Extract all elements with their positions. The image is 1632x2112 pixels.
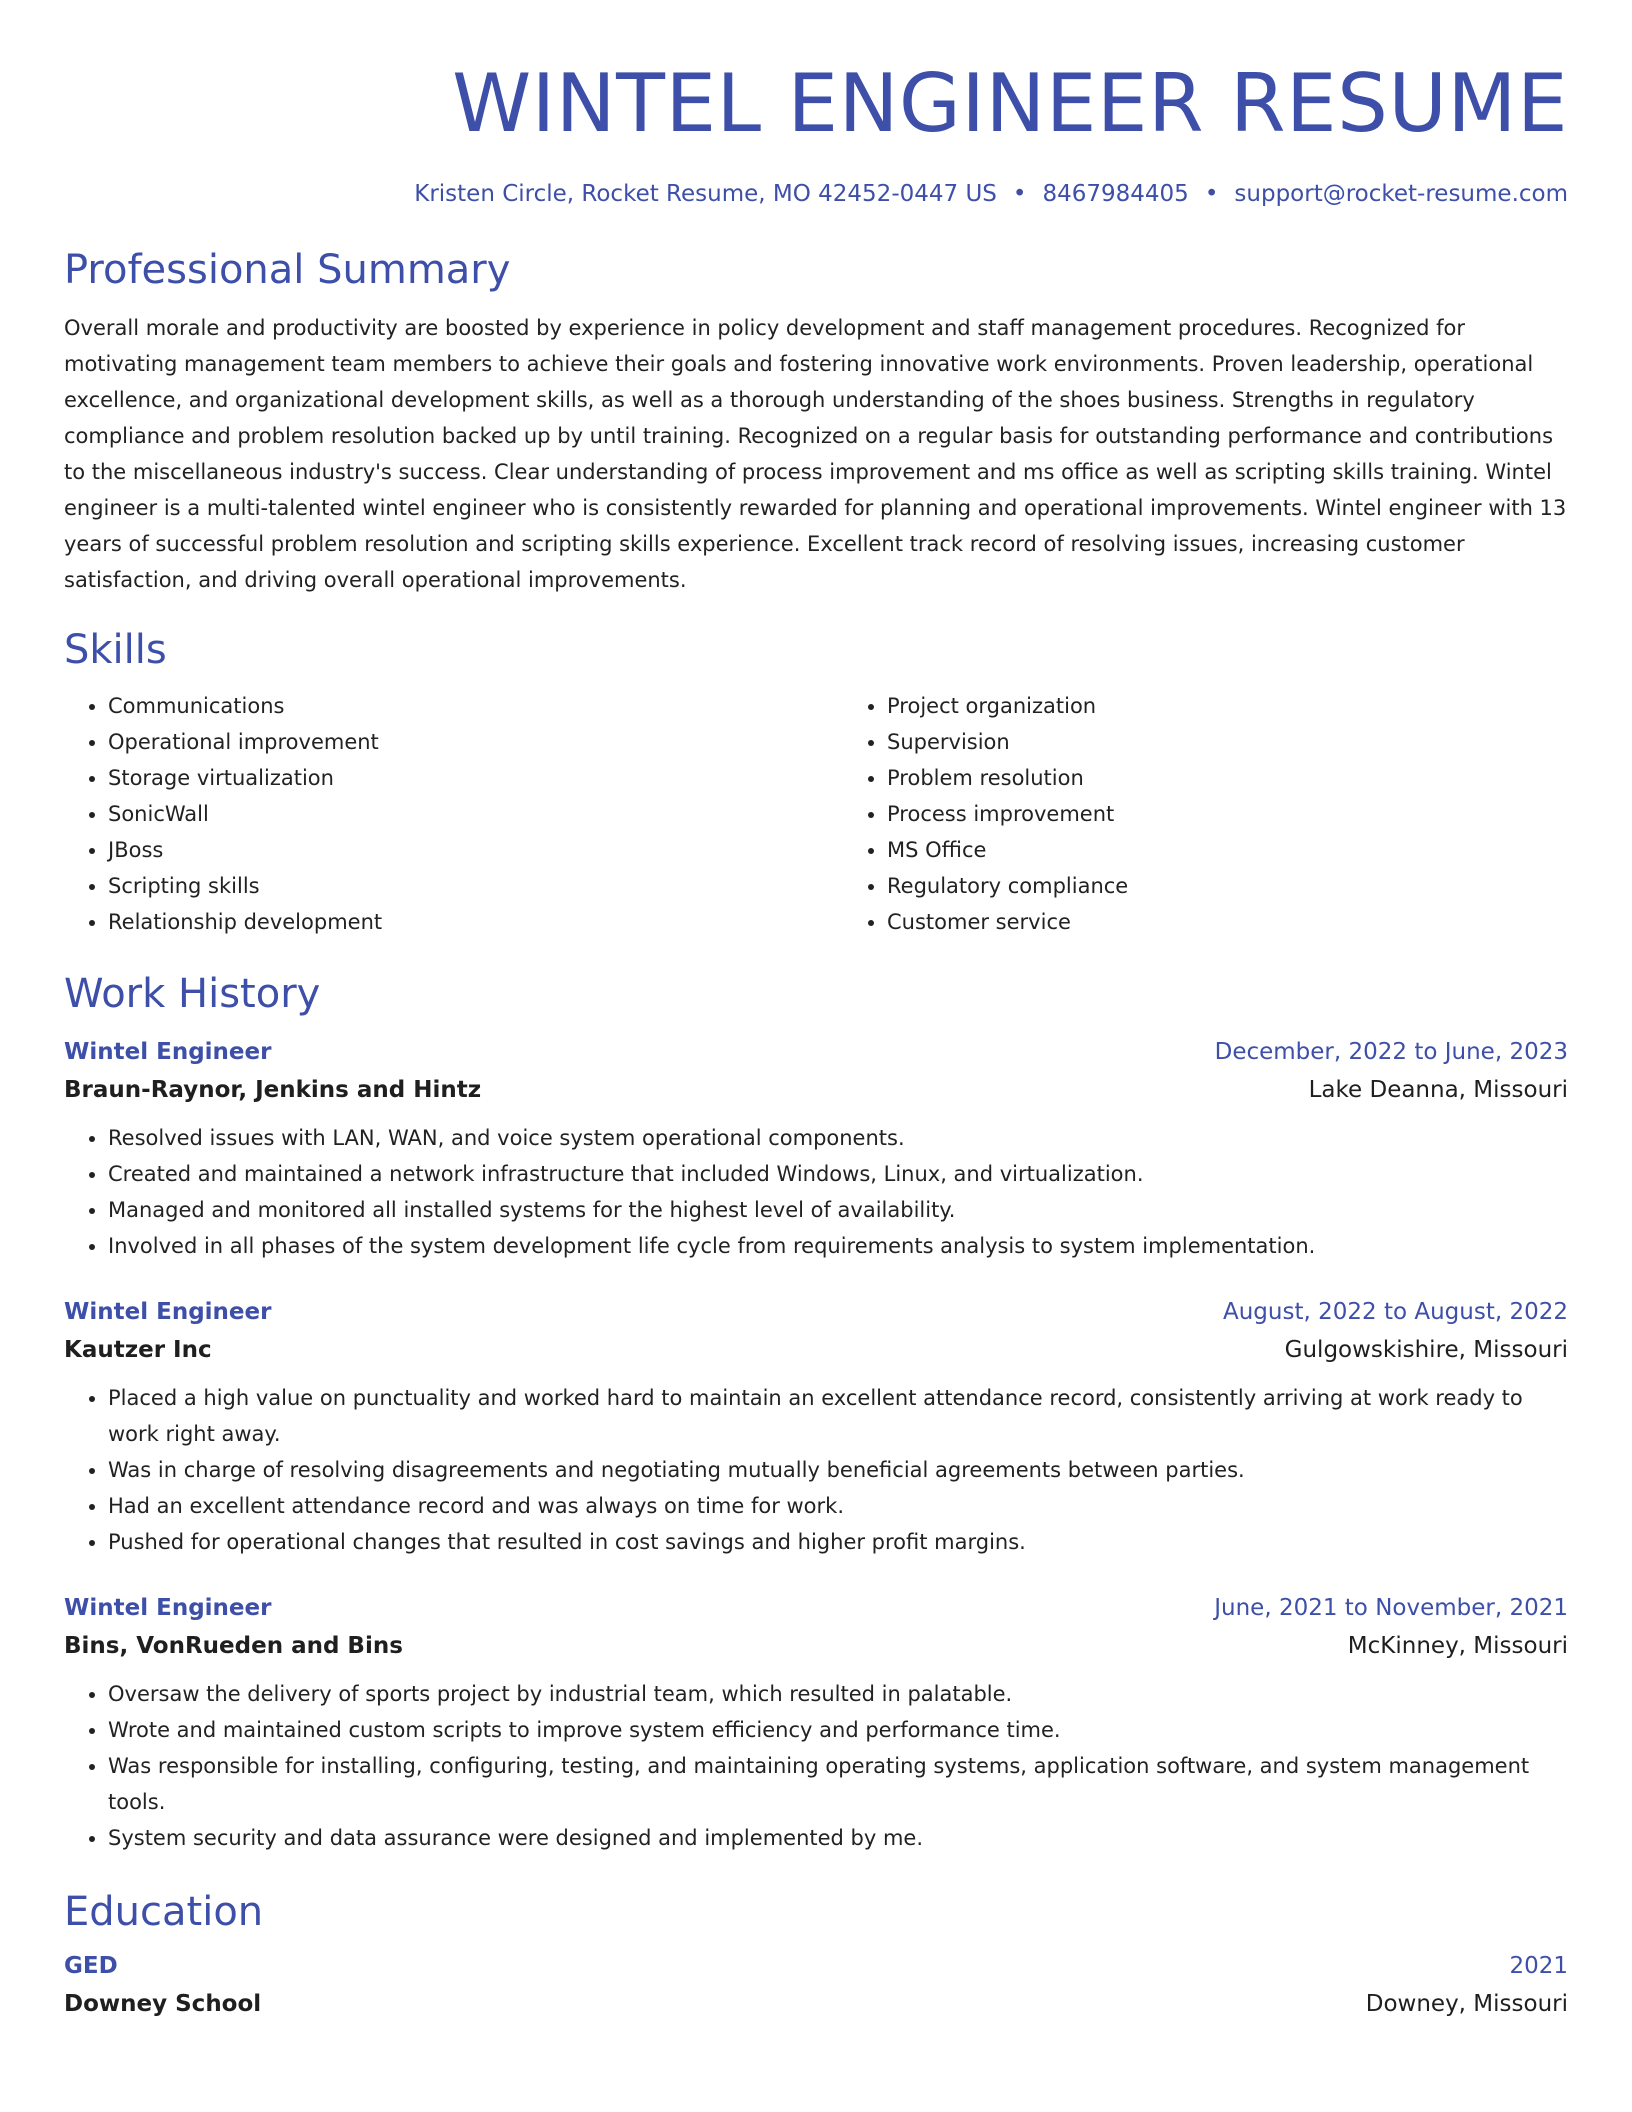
job-bullet: • Managed and monitored all installed systems for the highest level of availability. bbox=[108, 1192, 1568, 1228]
job-dates: December, 2022 to June, 2023 bbox=[1214, 1039, 1568, 1065]
resume-page bbox=[64, 0, 1568, 2024]
job-location: McKinney, Missouri bbox=[1347, 1633, 1568, 1659]
job-role: Wintel Engineer bbox=[64, 1039, 272, 1065]
education-location: Downey, Missouri bbox=[1365, 1991, 1568, 2017]
skill-item: • Relationship development bbox=[108, 904, 789, 940]
job-bullet: • Involved in all phases of the system development life cycle from requirements analysis to system implementation. bbox=[108, 1228, 1568, 1264]
skill-item: • JBoss bbox=[108, 832, 789, 868]
education-entry bbox=[64, 1948, 1568, 2024]
job-bullet: • Created and maintained a network infrastructure that included Windows, Linux, and virtualization. bbox=[108, 1156, 1568, 1192]
resume-title: WINTEL ENGINEER RESUME bbox=[452, 57, 1568, 150]
contact-line bbox=[64, 178, 1568, 210]
contact-separator: • bbox=[1204, 181, 1219, 207]
job-role: Wintel Engineer bbox=[64, 1595, 272, 1621]
contact-address: Kristen Circle, Rocket Resume, MO 42452-0447 US bbox=[414, 181, 997, 207]
skill-item: • Project organization bbox=[887, 688, 1568, 724]
job-bullet: • Resolved issues with LAN, WAN, and voice system operational components. bbox=[108, 1120, 1568, 1156]
job-entry bbox=[64, 1294, 1568, 1560]
skill-item: • Process improvement bbox=[887, 796, 1568, 832]
job-location: Gulgowskishire, Missouri bbox=[1284, 1337, 1568, 1363]
skills-column-left bbox=[64, 688, 789, 940]
education-degree: GED bbox=[64, 1953, 118, 1979]
contact-email: support@rocket-resume.com bbox=[1234, 181, 1568, 207]
job-company: Braun-Raynor, Jenkins and Hintz bbox=[64, 1077, 482, 1103]
skills-list bbox=[64, 688, 1568, 940]
education-school: Downey School bbox=[64, 1991, 262, 2017]
skill-item: • Communications bbox=[108, 688, 789, 724]
skill-item: • Storage virtualization bbox=[108, 760, 789, 796]
job-bullets bbox=[64, 1676, 1568, 1856]
job-company: Kautzer Inc bbox=[64, 1337, 212, 1363]
job-bullet: • Had an excellent attendance record and was always on time for work. bbox=[108, 1488, 1568, 1524]
education-year: 2021 bbox=[1509, 1953, 1568, 1979]
education-heading: Education bbox=[64, 1889, 264, 1935]
contact-phone: 8467984405 bbox=[1042, 181, 1189, 207]
skills-column-right bbox=[789, 688, 1568, 940]
skill-item: • SonicWall bbox=[108, 796, 789, 832]
job-bullet: • Placed a high value on punctuality and worked hard to maintain an excellent attendance record, consistently arriving at work ready to work right away. bbox=[108, 1380, 1568, 1452]
skill-item: • Customer service bbox=[887, 904, 1568, 940]
skills-heading: Skills bbox=[64, 627, 167, 673]
job-bullet: • Pushed for operational changes that resulted in cost savings and higher profit margins. bbox=[108, 1524, 1568, 1560]
job-company: Bins, VonRueden and Bins bbox=[64, 1633, 403, 1659]
job-bullet: • Was in charge of resolving disagreements and negotiating mutually beneficial agreements between parties. bbox=[108, 1452, 1568, 1488]
work-history-heading: Work History bbox=[64, 971, 321, 1017]
skill-item: • Supervision bbox=[887, 724, 1568, 760]
job-entry bbox=[64, 1034, 1568, 1264]
job-location: Lake Deanna, Missouri bbox=[1308, 1077, 1568, 1103]
contact-separator: • bbox=[1012, 181, 1027, 207]
job-entry bbox=[64, 1590, 1568, 1856]
job-bullets bbox=[64, 1120, 1568, 1264]
skill-item: • Problem resolution bbox=[887, 760, 1568, 796]
job-dates: June, 2021 to November, 2021 bbox=[1214, 1595, 1568, 1621]
job-role: Wintel Engineer bbox=[64, 1299, 272, 1325]
skill-item: • MS Office bbox=[887, 832, 1568, 868]
skill-item: • Operational improvement bbox=[108, 724, 789, 760]
job-bullet: • System security and data assurance were designed and implemented by me. bbox=[108, 1820, 1568, 1856]
job-dates: August, 2022 to August, 2022 bbox=[1223, 1299, 1568, 1325]
summary-text: Overall morale and productivity are boosted by experience in policy development and staff management procedures. Recognized for motivating management team members to achieve their goals and fostering innovative work environments. Proven leadership, operational excellence, and organizational development skills, as well as a thorough understanding of the shoes business. Strengths in regulatory compliance and problem resolution backed up by until training. Recognized on a regular basis for outstanding performance and contributions to the miscellaneous industry's success. Clear understanding of process improvement and ms office as well as scripting skills training. Wintel engineer is a multi-talented wintel engineer who is consistently rewarded for planning and operational improvements. Wintel engineer with 13 years of successful problem resolution and scripting skills experience. Excellent track record of resolving issues, increasing customer satisfaction, and driving overall operational improvements. bbox=[64, 316, 1567, 592]
job-bullet: • Wrote and maintained custom scripts to improve system efficiency and performance time. bbox=[108, 1712, 1568, 1748]
job-bullet: • Was responsible for installing, configuring, testing, and maintaining operating systems, application software, and system management tools. bbox=[108, 1748, 1568, 1820]
summary-heading: Professional Summary bbox=[64, 247, 511, 293]
skill-item: • Scripting skills bbox=[108, 868, 789, 904]
job-bullet: • Oversaw the delivery of sports project by industrial team, which resulted in palatable. bbox=[108, 1676, 1568, 1712]
job-bullets bbox=[64, 1380, 1568, 1560]
skill-item: • Regulatory compliance bbox=[887, 868, 1568, 904]
